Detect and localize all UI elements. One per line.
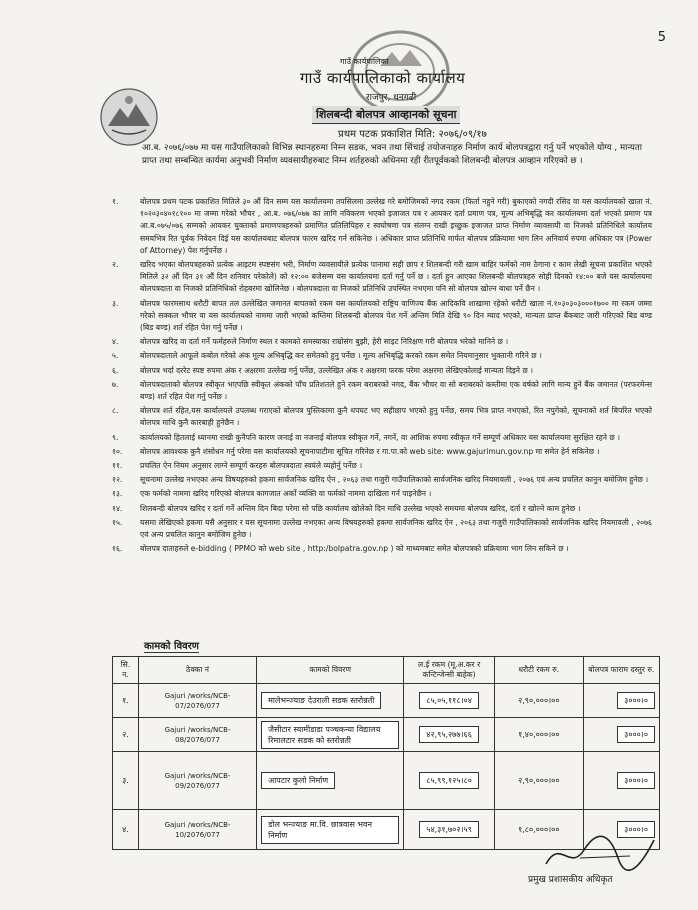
- condition-number: ३.: [112, 298, 119, 308]
- deposit-cell: २,९०,०००।००: [494, 684, 583, 718]
- condition-item: [112, 350, 652, 362]
- work-description-cell: मालेभन्ज्याङ देउराली सडक स्तरोन्नती: [257, 684, 404, 718]
- condition-item: [112, 460, 652, 472]
- condition-item: [112, 298, 652, 335]
- conditions-list: [112, 196, 652, 557]
- condition-text: प्रचलित ऐन नियम अनुसार लाग्ने सम्पूर्ण करहरु बोलपत्रदाता स्वयंले व्यहोर्नु पर्नेछ ।: [140, 461, 363, 471]
- condition-number: ५.: [112, 351, 119, 361]
- column-header: ल.ई रकम (मू.अ.कर र कन्टिन्जेन्सी बाहेक): [404, 657, 495, 684]
- form-fee-cell: ३०००।०: [583, 718, 659, 752]
- column-header: ठेक्का नं: [138, 657, 256, 684]
- page-number: 5: [657, 30, 666, 45]
- contract-code-cell: Gajuri /works/NCB-08/2076/077: [138, 718, 256, 752]
- serial-cell: ४.: [113, 810, 139, 850]
- contract-code-cell: Gajuri /works/NCB-10/2076/077: [138, 810, 256, 850]
- officer-title: प्रमुख प्रशासकीय अधिकृत: [528, 875, 613, 885]
- condition-item: [112, 503, 652, 515]
- condition-number: १०.: [112, 446, 123, 456]
- contract-code-cell: Gajuri /works/NCB-09/2076/077: [138, 752, 256, 810]
- table-row: [113, 718, 660, 752]
- condition-number: १.: [112, 197, 119, 206]
- condition-item: [112, 432, 652, 444]
- condition-text: बोलपत्र शर्त रहित,यस कार्यालयले उपलब्ध गराएको बोलपत्र पुस्तिकामा कुनै थपघट भए सहीछाप भएको हुनु पर्नेछ, समय भित्र प्राप्त नभएको, रित नपुगेको, सूचनाको शर्त बिपरित भएको बोलपत्र माथि कुनै कारबाही हुनेछैन ।: [140, 406, 652, 428]
- condition-number: ६.: [112, 365, 119, 375]
- condition-item: [112, 196, 652, 257]
- table-row: [113, 752, 660, 810]
- condition-number: ७.: [112, 379, 119, 389]
- condition-text: बोलपत्र प्रथम पटक प्रकाशित मितिले ३० औं दिन सम्म यस कार्यालयमा तपसिलमा उल्लेख गरे बमोजिमको नगद रकम (फिर्ता नहुने गरी) बुकाएको नगदी रसिद वा यस कार्यालयको खाता नं. १०२०३०४०१८१०० मा जम्मा गरेको भौचर , आ.ब. ०७६/०७७ का लागि नविकरण भएको इजाजत पत्र र आयकर दर्ता प्रमाण पत्र, मूल्य अभिबृद्धि कर कार्यालयमा दर्ता भएको प्रमाण पत्र आ.ब.०७५/०७६ सम्मको आयकर चुक्ताको प्रमाणपत्रहरुको प्रमाणित प्रतिलिपिहरु र स्वघोषणा पत्र संलग्न राखी इच्छुक इजाजत प्राप्त निर्माण व्यावसायी वा निजको प्रतिनिधिले कार्यालय समयभित्र रित पूर्वक निवेदन दिई यस कार्यालयबाट बोलपत्र फारम खरिद गर्न सकिनेछ । अधिकार प्राप्त प्रतिनिधि मार्फत बोलपत्र प्रक्रियामा भाग लिन अनिवार्य रुपमा अधिकार पत्र (Power of Attorney) पेश गर्नुपर्नेछ ।: [140, 197, 652, 255]
- serial-cell: ३.: [113, 752, 139, 810]
- intro-paragraph: आ.ब. २०७६/०७७ मा यस गाउँपालिकाको विभिन्न स्थानहरुमा निम्न सडक, भवन तथा सिंचाई तयोजनाहरु निर्माण कार्य बोलपत्रद्वारा गर्नु पर्ने भएकोले योग्य , मान्यता प्राप्त तथा सम्बन्धित कार्यमा अनुभवी निर्माण व्यवसायीहरुबाट निम्न शर्तहरुको अधिनमा रही रीतपूर्वकको शिलबन्दी बोलपत्र आव्हान गरिएको छ ।: [142, 143, 642, 166]
- condition-number: १५.: [112, 517, 123, 527]
- condition-item: [112, 365, 652, 377]
- condition-text: कार्यालयको हितलाई ध्यानमा राखी कुनैपनि कारण जनाई वा नजनाई बोलपत्र स्वीकृत गर्ने, नगर्ने, वा आंशिक रुपमा स्वीकृत गर्ने सम्पूर्ण अधिकार यस कार्यालयमा सुरक्षित रहने छ ।: [140, 432, 621, 442]
- column-header: धरौटी रकम रु.: [494, 657, 583, 684]
- condition-number: १३.: [112, 489, 123, 499]
- column-header: सि. न.: [113, 657, 139, 684]
- condition-text: बोलपत्रदाताको बोलपत्र स्वीकृत भएपछि स्वीकृत अंकको पाँच प्रतिशतले हुने रकम बराबरको नगद, बैंक भौचर वा सो बराबरको कम्तीमा एक वर्षको लागि मान्य हुने बैंक जमानत (परफरमेन्स बण्ड) शर्त रहित पेश गर्नु पर्नेछ ।: [140, 379, 652, 402]
- notice-title: शिलबन्दी बोलपत्र आव्हानको सूचना: [312, 106, 460, 124]
- condition-text: बोलपत्र आवश्यक कुनै शंसोधन गर्नु परेमा यस कार्यालयको सूचनापाटीमा सूचित गरिनेछ र गा.पा.को web site: www.gajurimun.gov.np मा समेत हेर्न सकिनेछ ।: [140, 446, 600, 456]
- condition-number: ४.: [112, 337, 119, 347]
- condition-number: ९.: [112, 432, 119, 442]
- works-table: [112, 656, 660, 850]
- condition-text: बोलपत्र खरिद वा दर्ता गर्ने फर्महरुले निर्माण स्थल र कामको समस्याका राम्रोसंग बुझी, हेरी साइट निरिक्षण गरी बोलपत्र भरेको मानिने छ ।: [140, 337, 509, 347]
- condition-text: खरिद भएका बोलपत्रहरुको प्रत्येक आइटम स्पष्टसंग भरी, निर्माण व्यवसायीले प्रत्येक पानामा सही छाप र शिलबन्दी गरी खाम बाहिर फर्मको नाम ठेगाना र काम लेखी सूचना प्रकाशित भएको मितिले ३२ औं दिन ३१ औं दिन शनिवार परेकोले) को १२:०० बजेसम्म यस कार्यालयमा दर्ता गर्नु पर्ने छ । दर्ता हुन आएका शिलबन्दी बोलपत्रहरु सोही दिनको १४:०० बजे यस कार्यालयमा बोलपत्रदाता वा निजको प्रतिनिधिको रोहबरमा खोलिनेछ । बोलपत्रदाता वा निजको प्रतिनिधि उपस्थित नभएमा पनि सो बोलपत्र खोल्न बाधा पर्ने छैन ।: [140, 260, 652, 294]
- deposit-cell: २,९०,०००।००: [494, 752, 583, 810]
- column-header: बोलपत्र फाराम दस्तुर रु.: [583, 657, 659, 684]
- condition-number: ११.: [112, 461, 123, 471]
- serial-cell: २.: [113, 718, 139, 752]
- serial-cell: १.: [113, 684, 139, 718]
- condition-item: [112, 336, 652, 348]
- table-header-row: [113, 657, 660, 684]
- condition-text: बोलपत्र दाताहरुले e-bidding ( PPMO को web site , http:/bolpatra.gov.np ) को माध्यमबाट समेत बोलपत्रको प्रक्रियामा भाग लिन सकिने छ ।: [140, 544, 569, 554]
- office-subtitle: राजपुर, धनगढी: [366, 93, 417, 103]
- condition-text: यसमा लेखिएको हकमा यसै अनुसार र यस सूचनामा उल्लेख नभएका अन्य विषयहरुको हकमा सार्वजनिक खरिद ऐन , २०६३ तथा गजुरी गाउँपालिकाको सार्वजनिक खरिद नियमावली , २०७६ एवं अन्य प्रचलित कानुन बमोजिम हुनेछ ।: [140, 517, 652, 540]
- condition-number: १४.: [112, 503, 123, 513]
- condition-text: एक फर्मको नाममा खरिद गरिएको बोलपत्र कागजात अर्को व्यक्ति वा फर्मको नाममा दाखिला गर्न पाइनेछैन ।: [140, 489, 432, 499]
- condition-number: २.: [112, 260, 119, 270]
- deposit-cell: १,८०,०००।००: [494, 810, 583, 850]
- condition-item: [112, 379, 652, 403]
- condition-item: [112, 517, 652, 541]
- form-fee-cell: ३०००।०: [583, 684, 659, 718]
- condition-text: बोलपत्र भर्दा दररेट स्पष्ट रुपमा अंक र अक्षरमा उल्लेख गर्नु पर्नेछ, उल्लेखित अंक र अक्षरमा फरक परेमा अक्षरमा लेखिएकोलाई मान्यता दिइने छ ।: [140, 365, 534, 375]
- signature-icon: [540, 828, 660, 878]
- condition-item: [112, 405, 652, 429]
- condition-item: [112, 488, 652, 500]
- column-header: कामको विवरण: [257, 657, 404, 684]
- form-fee-cell: ३०००।०: [583, 752, 659, 810]
- header-small-line: गाउँ कार्यपालिका: [340, 57, 389, 66]
- condition-text: बोलपत्रदाताले आफूले कबोल गरेको अंक मूल्य अभिबृद्धि कर समेतको हुनु पर्नेछ । मूल्य अभिबृद्धि करको रकम समेत नियमानुसार भुक्तानी गरिने छ ।: [140, 351, 542, 361]
- condition-number: १६.: [112, 544, 123, 554]
- condition-text: बोलपत्र फारमसाथ धरौटी बापत तल उल्लेखित जमानत बापतको रकम यस कार्यालयको राष्ट्रिय वाणिज्य बैंक आदिकवि शाखामा रहेको धरौटी खाता नं.१०३०३०३०००१७०० मा रकम जम्मा गरेको सक्कल भौचर वा यस कार्यालयको नाममा जारी भएको कम्तिमा शिलबन्दी बोलपत्र पेश गर्ने अन्तिम मिति देखि ९० दिन म्याद भएको, मान्यता प्राप्त बैंकबाट जारी गरिएको बिड बण्ड (बिड बण्ड) शर्त रहित पेश गर्नु पर्नेछ ।: [140, 298, 652, 333]
- estimate-cell: ८५,०५,११८।०४: [404, 684, 495, 718]
- condition-item: [112, 446, 652, 458]
- table-row: [113, 684, 660, 718]
- office-title: गाउँ कार्यपालिकाको कार्यालय: [300, 69, 466, 87]
- government-emblem-icon: [98, 86, 160, 148]
- estimate-cell: ४२,९५,२७७।६६: [404, 718, 495, 752]
- form-fee-cell: ३०००।०: [583, 810, 659, 850]
- condition-item: [112, 543, 652, 555]
- work-description-cell: डोल भन्ज्याङ मा.वि. छात्रवास भवन निर्माण: [257, 810, 404, 850]
- work-description-cell: जैसीटार स्यामीडाडा पञ्चकन्या विद्यालय रिमालटार सडक को स्तरोन्नती: [257, 718, 404, 752]
- condition-text: शिलबन्दी बोलपत्र खरिद र दर्ता गर्ने अन्तिम दिन बिदा परेमा सो पछि कार्यालय खोलेको दिन माथि उल्लेख भएको समयमा बोलपत्र खरिद, दर्ता र खोल्ने काम हुनेछ ।: [140, 503, 581, 513]
- work-description-cell: आपटार कुलो निर्माण: [257, 752, 404, 810]
- condition-item: [112, 259, 652, 296]
- estimate-cell: ८५,९९,१२५।८०: [404, 752, 495, 810]
- contract-code-cell: Gajuri /works/NCB-07/2076/077: [138, 684, 256, 718]
- publish-date: प्रथम पटक प्रकाशित मिति: २०७६/०९/१७: [338, 129, 487, 140]
- estimate-cell: ५४,३१,७०२।५९: [404, 810, 495, 850]
- condition-number: ८.: [112, 406, 119, 416]
- condition-text: सूचनामा उल्लेख नभएका अन्य विषयहरुको हकमा सार्वजनिक खरिद ऐन , २०६३ तथा गजुरी गाउँपालिकाको सार्वजनिक खरिद नियमावली , २०७६ एवं अन्य प्रचलित कानुन बमोजिम हुनेछ ।: [140, 475, 649, 485]
- works-heading: कामको विवरण: [144, 641, 200, 652]
- condition-item: [112, 474, 652, 486]
- deposit-cell: १,४०,०००।००: [494, 718, 583, 752]
- condition-number: १२.: [112, 475, 123, 485]
